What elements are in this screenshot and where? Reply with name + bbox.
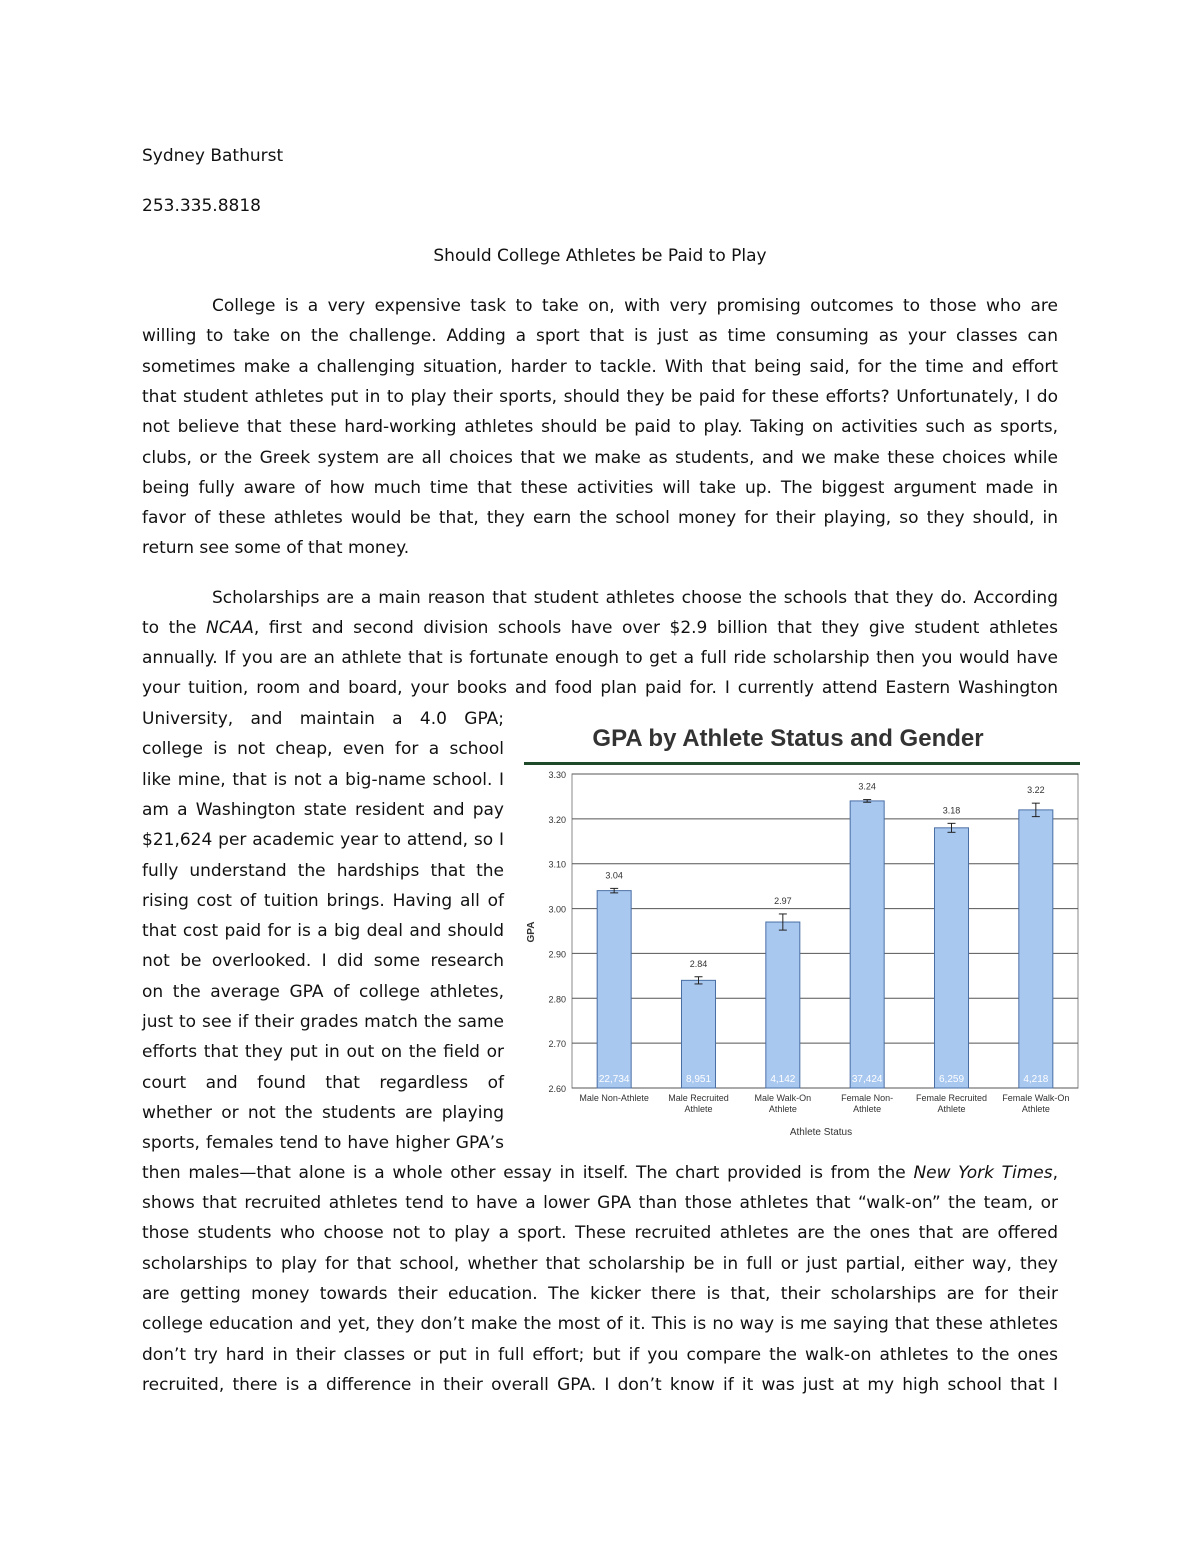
text-line: return see some of that money. — [142, 538, 410, 559]
data-label: 3.22 — [1027, 785, 1045, 796]
text-line: whether or not the students are playing — [142, 1102, 504, 1123]
cited-source: NCAA — [206, 618, 254, 638]
bar — [1019, 810, 1053, 1088]
text-line: $21,624 per academic year to attend, so I — [142, 830, 504, 851]
text-line: don’t try hard in their classes or put in full effort; but if you compare the walk-on athletes to the ones — [142, 1344, 1058, 1365]
text-line: am a Washington state resident and pay — [142, 799, 504, 820]
text-line: that student athletes put in to play their sports, should they be paid for these efforts? Unfortunately, I do — [142, 386, 1058, 407]
text-span: , first and second division schools have over $2.9 billion that they give student athletes — [253, 618, 1058, 638]
text-line: rising cost of tuition brings. Having all of — [142, 890, 504, 911]
y-axis-label: GPA — [526, 921, 537, 943]
title-rule — [524, 762, 1080, 765]
y-tick-label: 3.10 — [548, 859, 566, 870]
text-line: College is a very expensive task to take on, with very promising outcomes to those who are — [212, 296, 1058, 316]
text-line: scholarships to play for that school, whether that scholarship be in full or just partial, either way, they — [142, 1253, 1058, 1274]
text-line: favor of these athletes would be that, they earn the school money for their playing, so they should, in — [142, 508, 1058, 529]
text-line: annually. If you are an athlete that is fortunate enough to get a full ride scholarship then you would have — [142, 648, 1058, 668]
text-line: your tuition, room and board, your books and food plan paid for. I currently attend Eastern Washington — [142, 678, 1058, 698]
text-line: that cost paid for is a big deal and should — [142, 921, 504, 942]
text-span: , — [1052, 1163, 1058, 1183]
essay-title: Should College Athletes be Paid to Play — [433, 246, 767, 266]
plot-area — [572, 774, 1078, 1088]
y-tick-label: 2.70 — [548, 1039, 566, 1050]
text-line: on the average GPA of college athletes, — [142, 981, 504, 1002]
data-label: 3.04 — [605, 870, 623, 881]
x-tick-label: Athlete — [853, 1104, 882, 1114]
x-tick-label: Athlete — [684, 1104, 713, 1114]
bar — [850, 801, 884, 1088]
x-tick-label: Female Recruited — [915, 1093, 988, 1103]
author-name: Sydney Bathurst — [142, 146, 284, 166]
text-line: clubs, or the Greek system are all choices that we make as students, and we make these choices while — [142, 447, 1058, 468]
y-tick-label: 3.30 — [548, 770, 566, 780]
text-line: court and found that regardless of — [142, 1072, 504, 1093]
count-label: 6,259 — [938, 1074, 965, 1085]
text-line: shows that recruited athletes tend to have a lower GPA than those athletes that “walk-on” the team, or — [142, 1193, 1058, 1213]
text-line: are getting money towards their education. The kicker there is that, their scholarships are for their — [142, 1283, 1058, 1304]
bar — [597, 891, 631, 1088]
text-line: sometimes make a challenging situation, harder to tackle. With that being said, for the time and effort — [142, 356, 1058, 377]
text-line: sports, females tend to have higher GPA’s — [142, 1133, 504, 1154]
cited-source: New York Times — [913, 1163, 1053, 1183]
text-line: willing to take on the challenge. Adding a sport that is just as time consuming as your classes can — [142, 326, 1058, 347]
phone-number: 253.335.8818 — [142, 196, 261, 216]
text-line — [142, 1163, 1058, 1183]
x-tick-label: Athlete — [768, 1104, 797, 1114]
x-tick-label: Male Walk-On — [754, 1093, 812, 1103]
text-span: then males—that alone is a whole other essay in itself. The chart provided is from the — [142, 1163, 914, 1183]
y-tick-label: 2.60 — [548, 1084, 566, 1094]
text-line: University, and maintain a 4.0 GPA; — [142, 709, 504, 729]
text-line: not be overlooked. I did some research — [142, 951, 504, 972]
y-tick-label: 2.80 — [548, 994, 566, 1005]
text-line: not believe that these hard-working athletes should be paid to play. Taking on activities such as sports, — [142, 417, 1058, 438]
text-span: to the — [142, 618, 207, 638]
data-label: 3.24 — [858, 781, 876, 792]
bar — [935, 828, 969, 1088]
data-label: 2.84 — [689, 958, 708, 969]
y-tick-label: 2.90 — [548, 949, 566, 960]
chart-title: GPA by Athlete Status and Gender — [592, 725, 984, 752]
x-axis-label: Athlete Status — [789, 1127, 853, 1138]
count-label: 37,424 — [851, 1074, 883, 1085]
count-label: 22,734 — [598, 1074, 630, 1085]
text-line: fully understand the hardships that the — [142, 860, 504, 881]
text-line: recruited, there is a difference in their overall GPA. I don’t know if it was just at my high school that I — [142, 1374, 1058, 1395]
text-line — [142, 618, 1058, 638]
text-line: college is not cheap, even for a school — [142, 739, 504, 760]
x-tick-label: Female Non- — [841, 1093, 894, 1103]
text-line: efforts that they put in out on the field or — [142, 1042, 504, 1063]
x-tick-label: Male Non-Athlete — [579, 1093, 649, 1103]
text-line: Scholarships are a main reason that student athletes choose the schools that they do. According — [212, 588, 1058, 608]
y-tick-label: 3.00 — [548, 904, 566, 915]
count-label: 8,951 — [685, 1074, 712, 1085]
count-label: 4,142 — [770, 1074, 796, 1085]
y-tick-label: 3.20 — [548, 814, 566, 825]
x-tick-label: Female Walk-On — [1002, 1093, 1070, 1103]
x-tick-label: Athlete — [1021, 1104, 1050, 1114]
text-line: college education and yet, they don’t make the most of it. This is no way is me saying that these athletes — [142, 1314, 1058, 1335]
text-line: those students who choose not to play a sport. These recruited athletes are the ones that are offered — [142, 1223, 1058, 1244]
bar — [766, 922, 800, 1088]
x-tick-label: Male Recruited — [668, 1093, 729, 1103]
text-line: like mine, that is not a big-name school. I — [142, 769, 504, 790]
gpa-chart — [522, 712, 1082, 1148]
data-label: 3.18 — [942, 805, 961, 816]
text-line: just to see if their grades match the same — [142, 1012, 504, 1032]
count-label: 4,218 — [1023, 1074, 1049, 1085]
bar — [682, 980, 716, 1088]
data-label: 2.97 — [774, 895, 792, 906]
x-tick-label: Athlete — [937, 1104, 966, 1114]
text-line: being fully aware of how much time that these activities will take up. The biggest argument made in — [142, 477, 1058, 498]
